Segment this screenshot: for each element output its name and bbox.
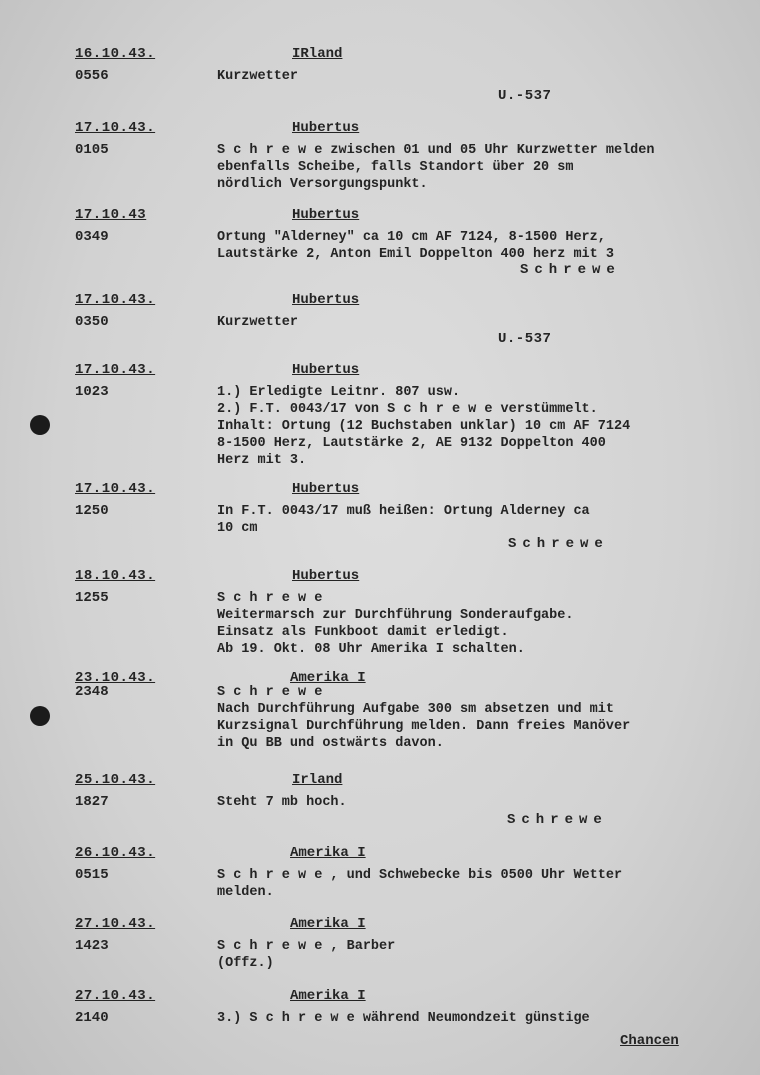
entry-line: (Offz.) bbox=[217, 956, 274, 971]
entry-line: S c h r e w e , Barber bbox=[217, 939, 396, 954]
entry-body bbox=[217, 68, 747, 85]
entry-line: S c h r e w e , und Schwebecke bis 0500 Uhr Wetter bbox=[217, 868, 623, 883]
entry-recipient: Hubertus bbox=[292, 120, 360, 136]
entry-signature: Schrewe bbox=[507, 812, 608, 828]
entry-time: 1023 bbox=[75, 384, 109, 400]
entry-time: 0515 bbox=[75, 867, 109, 883]
entry-line: in Qu BB und ostwärts davon. bbox=[217, 736, 444, 751]
entry-line: Lautstärke 2, Anton Emil Doppelton 400 herz mit 3 bbox=[217, 247, 614, 262]
punch-hole bbox=[30, 706, 50, 726]
entry-body bbox=[217, 229, 747, 263]
entry-line: Inhalt: Ortung (12 Buchstaben unklar) 10 cm AF 7124 bbox=[217, 419, 631, 434]
entry-date: 18.10.43. bbox=[75, 568, 156, 584]
entry-date: 17.10.43. bbox=[75, 362, 156, 378]
entry-date: 23.10.43. bbox=[75, 670, 156, 686]
entry-recipient: Hubertus bbox=[292, 568, 360, 584]
entry-body bbox=[217, 867, 747, 901]
entry-body bbox=[217, 384, 747, 469]
entry-line: Kurzwetter bbox=[217, 315, 299, 330]
entry-body bbox=[217, 1010, 747, 1027]
entry-body bbox=[217, 590, 747, 658]
entry-date: 25.10.43. bbox=[75, 772, 156, 788]
entry-line: Weitermarsch zur Durchführung Sonderaufgabe. bbox=[217, 608, 574, 623]
entry-recipient: Amerika I bbox=[290, 988, 366, 1004]
entry-date: 17.10.43. bbox=[75, 481, 156, 497]
entry-line: Steht 7 mb hoch. bbox=[217, 795, 347, 810]
entry-line: melden. bbox=[217, 885, 274, 900]
entry-line: 3.) S c h r e w e während Neumondzeit günstige bbox=[217, 1011, 590, 1026]
entry-line: S c h r e w e bbox=[217, 685, 323, 700]
entry-line: nördlich Versorgungspunkt. bbox=[217, 177, 428, 192]
entry-time: 1255 bbox=[75, 590, 109, 606]
entry-time: 2140 bbox=[75, 1010, 109, 1026]
entry-line: ebenfalls Scheibe, falls Standort über 20 sm bbox=[217, 160, 574, 175]
entry-time: 0350 bbox=[75, 314, 109, 330]
entry-date: 17.10.43 bbox=[75, 207, 147, 223]
entry-line: Ab 19. Okt. 08 Uhr Amerika I schalten. bbox=[217, 642, 525, 657]
entry-time: 0105 bbox=[75, 142, 109, 158]
entry-date: 17.10.43. bbox=[75, 292, 156, 308]
entry-body bbox=[217, 794, 747, 811]
entry-recipient: Irland bbox=[292, 772, 343, 788]
entry-line: Einsatz als Funkboot damit erledigt. bbox=[217, 625, 509, 640]
entry-line: Kurzsignal Durchführung melden. Dann freies Manöver bbox=[217, 719, 631, 734]
entry-line: Herz mit 3. bbox=[217, 453, 307, 468]
entry-body bbox=[217, 938, 747, 972]
entry-signature: Schrewe bbox=[520, 262, 621, 278]
entry-date: 26.10.43. bbox=[75, 845, 156, 861]
entry-signature: Schrewe bbox=[508, 536, 609, 552]
entry-signature: U.-537 bbox=[498, 331, 552, 347]
entry-recipient: Hubertus bbox=[292, 292, 360, 308]
entry-signature: U.-537 bbox=[498, 88, 552, 104]
entry-body bbox=[217, 314, 747, 331]
entry-body bbox=[217, 142, 747, 193]
entry-body bbox=[217, 503, 747, 537]
entry-recipient: Hubertus bbox=[292, 481, 360, 497]
entry-recipient: Hubertus bbox=[292, 362, 360, 378]
entry-recipient: Amerika I bbox=[290, 845, 366, 861]
entry-line: S c h r e w e bbox=[217, 591, 323, 606]
entry-line: S c h r e w e zwischen 01 und 05 Uhr Kurzwetter melden bbox=[217, 143, 655, 158]
entry-date: 17.10.43. bbox=[75, 120, 156, 136]
entry-body bbox=[217, 684, 747, 752]
entry-time: 2348 bbox=[75, 684, 109, 700]
entry-recipient: Hubertus bbox=[292, 207, 360, 223]
entry-time: 1423 bbox=[75, 938, 109, 954]
entry-time: 1250 bbox=[75, 503, 109, 519]
entry-line: 8-1500 Herz, Lautstärke 2, AE 9132 Doppelton 400 bbox=[217, 436, 606, 451]
entry-date: 27.10.43. bbox=[75, 988, 156, 1004]
punch-hole bbox=[30, 415, 50, 435]
entry-time: 1827 bbox=[75, 794, 109, 810]
entry-line: Kurzwetter bbox=[217, 69, 299, 84]
entry-signature: Chancen bbox=[620, 1033, 679, 1049]
entry-line: Nach Durchführung Aufgabe 300 sm absetzen und mit bbox=[217, 702, 614, 717]
entry-time: 0349 bbox=[75, 229, 109, 245]
entry-line: 2.) F.T. 0043/17 von S c h r e w e verstümmelt. bbox=[217, 402, 598, 417]
entry-date: 16.10.43. bbox=[75, 46, 156, 62]
entry-recipient: Amerika I bbox=[290, 670, 366, 686]
entry-line: In F.T. 0043/17 muß heißen: Ortung Alderney ca bbox=[217, 504, 590, 519]
entry-line: 10 cm bbox=[217, 521, 258, 536]
entry-line: Ortung "Alderney" ca 10 cm AF 7124, 8-1500 Herz, bbox=[217, 230, 606, 245]
entry-recipient: IRland bbox=[292, 46, 343, 62]
entry-line: 1.) Erledigte Leitnr. 807 usw. bbox=[217, 385, 461, 400]
entry-recipient: Amerika I bbox=[290, 916, 366, 932]
entry-time: 0556 bbox=[75, 68, 109, 84]
entry-date: 27.10.43. bbox=[75, 916, 156, 932]
